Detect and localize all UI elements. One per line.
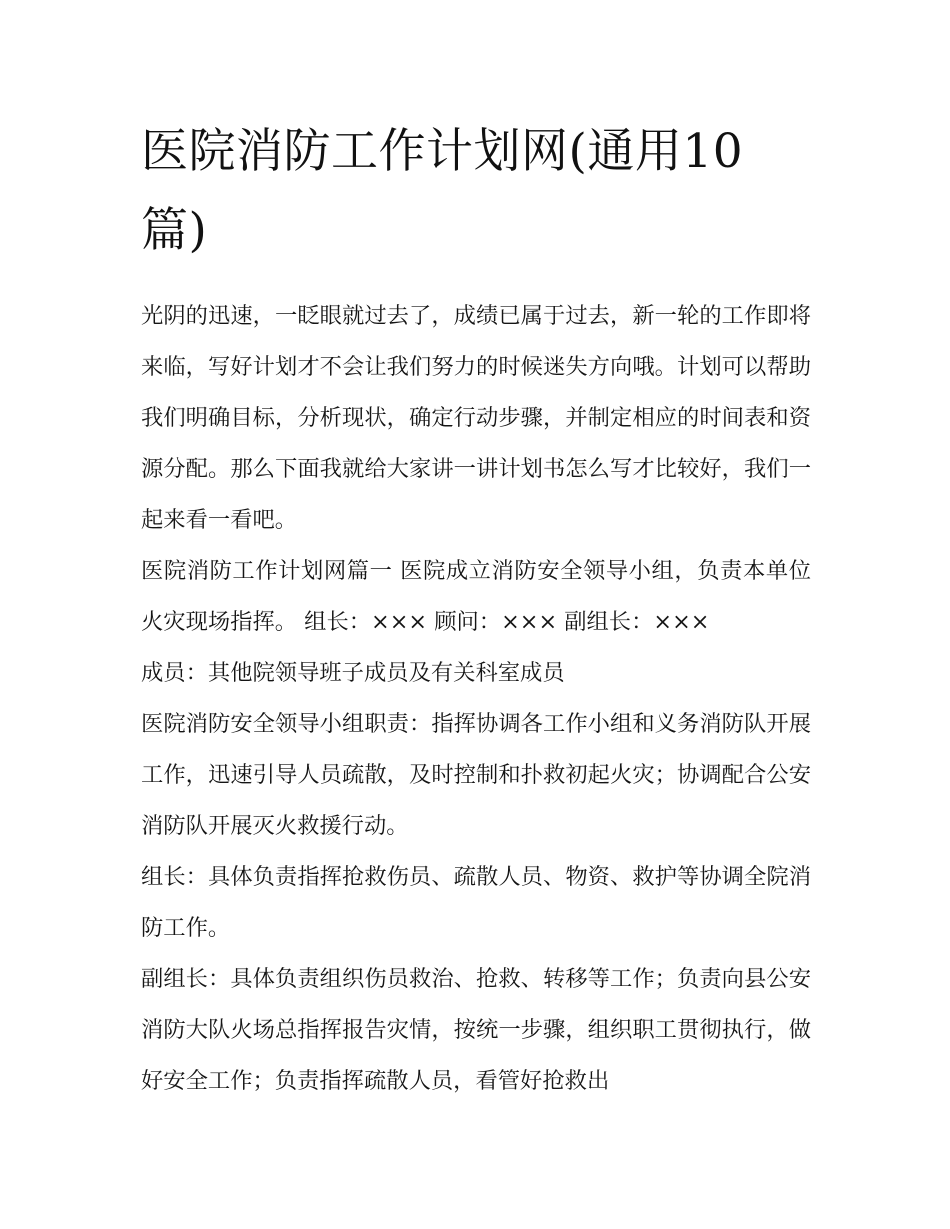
paragraph-intro: 光阴的迅速，一眨眼就过去了，成绩已属于过去，新一轮的工作即将来临，写好计划才不会让我们努力的时候迷失方向哦。计划可以帮助我们明确目标，分析现状，确定行动步骤，并制定相应的时间表和资源分配。那么下面我就给大家讲一讲计划书怎么写才比较好，我们一起来看一看吧。: [141, 303, 811, 533]
paragraph-group-duties: 医院消防安全领导小组职责：指挥协调各工作小组和义务消防队开展工作，迅速引导人员疏散，及时控制和扑救初起火灾；协调配合公安消防队开展灭火救援行动。: [141, 711, 811, 839]
document-title: 医院消防工作计划网(通用10篇): [141, 124, 744, 258]
document-content: [141, 112, 811, 1107]
paragraph-deputy-duties: 副组长：具体负责组织伤员救治、抢救、转移等工作；负责向县公安消防大队火场总指挥报告灾情，按统一步骤，组织职工贯彻执行，做好安全工作；负责指挥疏散人员，看管好抢救出: [141, 966, 811, 1094]
paragraph-leader-duties: 组长：具体负责指挥抢救伤员、疏散人员、物资、救护等协调全院消防工作。: [141, 864, 811, 941]
document-body: [141, 291, 811, 1107]
paragraph-members: 成员：其他院领导班子成员及有关科室成员: [141, 660, 565, 686]
paragraph-leadership-group: 医院消防工作计划网篇一 医院成立消防安全领导小组，负责本单位火灾现场指挥。 组长：××× 顾问：××× 副组长：×××: [141, 558, 811, 635]
